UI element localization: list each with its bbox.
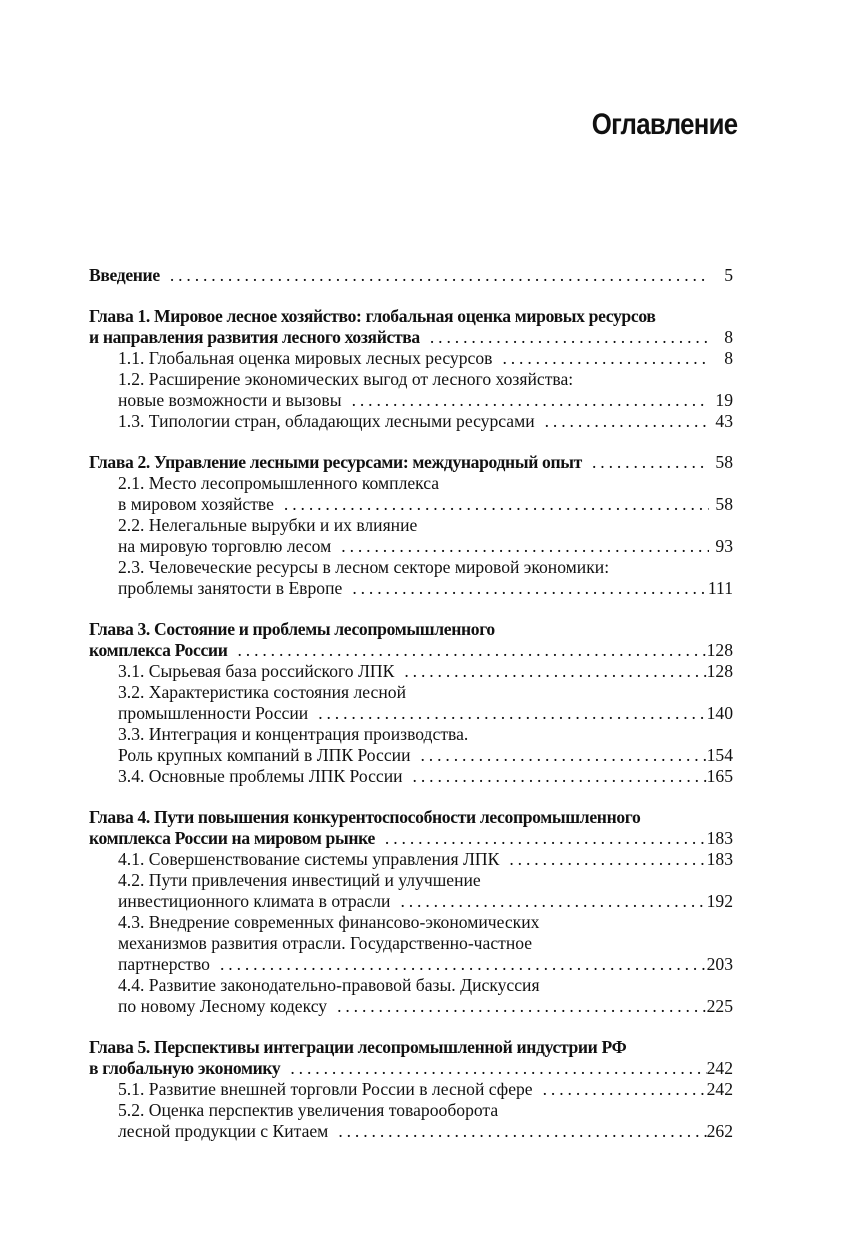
chapter-title-entry[interactable]: [89, 828, 733, 849]
section-entry[interactable]: [89, 390, 733, 411]
dot-leader: [160, 265, 709, 286]
chapter-title-line[interactable]: [89, 619, 733, 640]
section-entry[interactable]: [89, 1121, 733, 1142]
page-number: 128: [706, 640, 733, 660]
section-entry[interactable]: [89, 348, 733, 369]
dot-leader: [342, 390, 709, 411]
page-number: 128: [706, 661, 733, 681]
page-number: 225: [706, 996, 733, 1016]
section-title-line[interactable]: 3.2. Характеристика состояния лесной: [118, 682, 406, 702]
dot-leader: [328, 1121, 706, 1142]
chapter-title-entry[interactable]: [89, 327, 733, 348]
section-title: 3.1. Сырьевая база российского ЛПК: [118, 661, 395, 681]
page-number: 19: [715, 390, 733, 410]
page-title: Оглавление: [591, 108, 737, 141]
chapter-title-entry[interactable]: [89, 1058, 733, 1079]
toc-chapter-3: [89, 619, 733, 787]
dot-leader: [403, 766, 707, 787]
chapter-title-text: комплекса России: [89, 640, 228, 660]
dot-leader: [499, 849, 706, 870]
dot-leader: [375, 828, 707, 849]
table-of-contents: [89, 265, 733, 1162]
page-number: 154: [706, 745, 733, 765]
section-title: промышленности России: [118, 703, 309, 723]
page-number: 93: [715, 536, 733, 556]
chapter-title-text: Глава 5. Перспективы интеграции лесопромышленной индустрии РФ: [89, 1037, 627, 1057]
chapter-title-text: Глава 1. Мировое лесное хозяйство: глобальная оценка мировых ресурсов: [89, 306, 656, 326]
section-entry[interactable]: [89, 703, 733, 724]
section-entry[interactable]: [89, 849, 733, 870]
section-entry[interactable]: [89, 494, 733, 515]
page-number: 111: [707, 578, 733, 598]
page-number: 5: [724, 265, 733, 285]
dot-leader: [420, 327, 709, 348]
section-entry[interactable]: [89, 661, 733, 682]
dot-leader: [331, 536, 709, 557]
section-entry[interactable]: [89, 578, 733, 599]
dot-leader: [582, 452, 709, 473]
chapter-title-text: Глава 3. Состояние и проблемы лесопромышленного: [89, 619, 495, 639]
toc-entry-label: Введение: [89, 265, 160, 285]
toc-entry-intro[interactable]: [89, 265, 733, 286]
page-number: 242: [706, 1079, 733, 1099]
dot-leader: [210, 954, 707, 975]
chapter-title-text: и направления развития лесного хозяйства: [89, 327, 420, 347]
section-title-line[interactable]: 3.3. Интеграция и концентрация производства.: [118, 724, 469, 744]
chapter-title-line[interactable]: [89, 1037, 733, 1058]
section-entry[interactable]: [89, 1079, 733, 1100]
section-title-line[interactable]: 5.2. Оценка перспектив увеличения товарооборота: [118, 1100, 499, 1120]
section-title: новые возможности и вызовы: [118, 390, 342, 410]
dot-leader: [327, 996, 707, 1017]
section-entry[interactable]: [89, 891, 733, 912]
section-title-line[interactable]: 2.3. Человеческие ресурсы в лесном секторе мировой экономики:: [118, 557, 610, 577]
page-number: 165: [706, 766, 733, 786]
section-title: 3.4. Основные проблемы ЛПК России: [118, 766, 403, 786]
section-title: 5.1. Развитие внешней торговли России в лесной сфере: [118, 1079, 533, 1099]
page-number: 203: [706, 954, 733, 974]
page-number: 183: [706, 828, 733, 848]
chapter-title-line[interactable]: [89, 306, 733, 327]
section-entry[interactable]: [89, 745, 733, 766]
dot-leader: [308, 703, 706, 724]
page-number: 262: [706, 1121, 733, 1141]
dot-leader: [280, 1058, 706, 1079]
page-number: 58: [715, 452, 733, 472]
chapter-title-line[interactable]: [89, 807, 733, 828]
section-title-line[interactable]: 1.2. Расширение экономических выгод от лесного хозяйства:: [118, 369, 574, 389]
section-title: лесной продукции с Китаем: [118, 1121, 329, 1141]
dot-leader: [390, 891, 706, 912]
page-number: 183: [706, 849, 733, 869]
chapter-title-text: Глава 2. Управление лесными ресурсами: международный опыт: [89, 452, 582, 472]
chapter-title-text: в глобальную экономику: [89, 1058, 281, 1078]
section-title-line[interactable]: 2.2. Нелегальные вырубки и их влияние: [118, 515, 418, 535]
section-title: проблемы занятости в Европе: [118, 578, 343, 598]
page-number: 140: [706, 703, 733, 723]
dot-leader: [411, 745, 707, 766]
chapter-title-text: Глава 4. Пути повышения конкурентоспособности лесопромышленного: [89, 807, 641, 827]
toc-chapter-1: [89, 306, 733, 432]
toc-chapter-4: [89, 807, 733, 1017]
dot-leader: [274, 494, 709, 515]
dot-leader: [535, 411, 709, 432]
section-title-line[interactable]: 4.2. Пути привлечения инвестиций и улучшение: [118, 870, 481, 890]
dot-leader: [227, 640, 706, 661]
page-number: 43: [715, 411, 733, 431]
section-entry[interactable]: [89, 954, 733, 975]
section-title: 1.1. Глобальная оценка мировых лесных ресурсов: [118, 348, 493, 368]
section-entry[interactable]: [89, 996, 733, 1017]
chapter-title-text: комплекса России на мировом рынке: [89, 828, 375, 848]
section-title: партнерство: [118, 954, 210, 974]
section-title: в мировом хозяйстве: [118, 494, 274, 514]
page-number: 58: [715, 494, 733, 514]
section-entry[interactable]: [89, 766, 733, 787]
section-title-line[interactable]: 4.4. Развитие законодательно-правовой базы. Дискуссия: [118, 975, 540, 995]
toc-chapter-5: [89, 1037, 733, 1142]
page-number: 192: [706, 891, 733, 911]
toc-intro: [89, 265, 733, 286]
section-title-line[interactable]: механизмов развития отрасли. Государственно-частное: [118, 933, 533, 953]
section-title: 4.1. Совершенствование системы управления ЛПК: [118, 849, 500, 869]
dot-leader: [342, 578, 708, 599]
section-title-line[interactable]: 4.3. Внедрение современных финансово-экономических: [118, 912, 540, 932]
section-title: Роль крупных компаний в ЛПК России: [118, 745, 411, 765]
section-title: на мировую торговлю лесом: [118, 536, 332, 556]
page-number: 8: [724, 327, 733, 347]
section-title-line[interactable]: 2.1. Место лесопромышленного комплекса: [118, 473, 440, 493]
page-number: 8: [724, 348, 733, 368]
page-number: 242: [706, 1058, 733, 1078]
section-entry[interactable]: [89, 411, 733, 432]
chapter-title-entry[interactable]: [89, 640, 733, 661]
dot-leader: [533, 1079, 707, 1100]
section-title: инвестиционного климата в отрасли: [118, 891, 391, 911]
toc-chapter-2: [89, 452, 733, 599]
dot-leader: [492, 348, 709, 369]
section-entry[interactable]: [89, 536, 733, 557]
section-title: по новому Лесному кодексу: [118, 996, 328, 1016]
section-title: 1.3. Типологии стран, обладающих лесными ресурсами: [118, 411, 535, 431]
chapter-title-entry[interactable]: [89, 452, 733, 473]
dot-leader: [394, 661, 706, 682]
